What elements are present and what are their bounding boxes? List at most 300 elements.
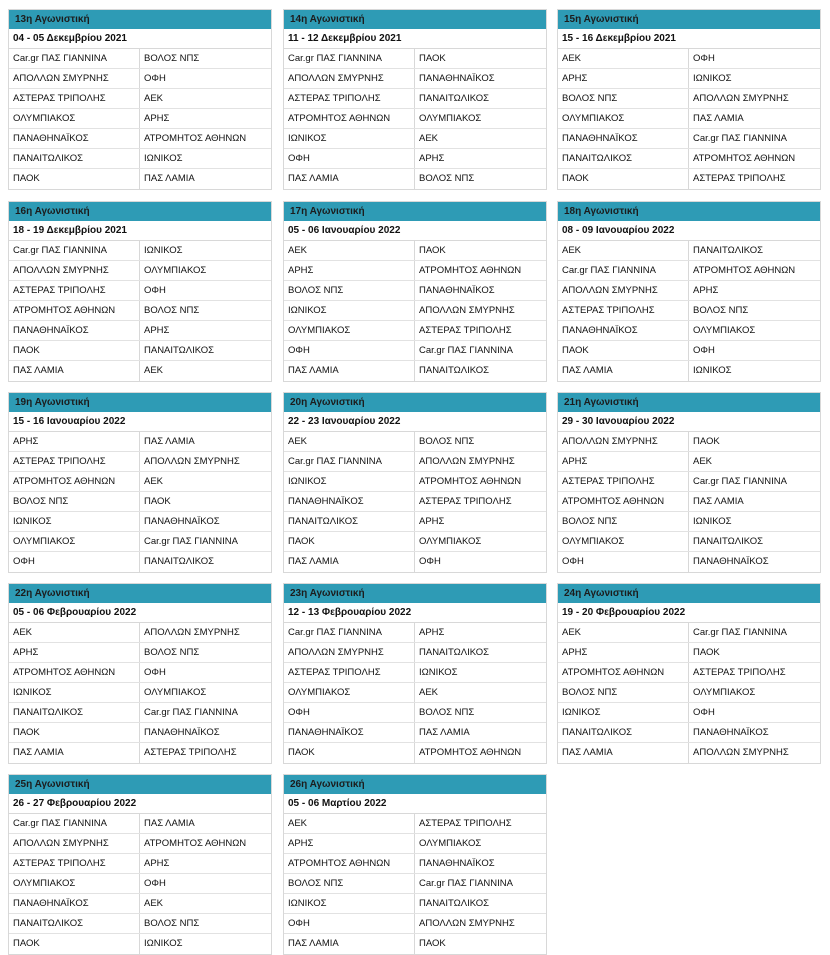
match-row — [284, 512, 546, 532]
match-row — [558, 49, 820, 69]
home-team: ΠΑΣ ΛΑΜΙΑ — [9, 743, 140, 763]
away-team: ΠΑΝΑΘΗΝΑΪΚΟΣ — [144, 727, 220, 738]
away-team: ΑΡΗΣ — [419, 516, 445, 527]
match-row — [9, 341, 271, 361]
home-team: ΑΡΗΣ — [9, 643, 140, 662]
match-row — [558, 341, 820, 361]
home-team: Car.gr ΠΑΣ ΓΙΑΝΝΙΝΑ — [284, 623, 415, 642]
away-team: ΑΕΚ — [144, 365, 164, 376]
match-row — [9, 149, 271, 169]
match-row — [558, 361, 820, 381]
away-team: ΠΑΝΑΙΤΩΛΙΚΟΣ — [419, 93, 490, 104]
away-team: ΠΑΝΑΘΗΝΑΪΚΟΣ — [419, 858, 495, 869]
home-team: ΑΣΤΕΡΑΣ ΤΡΙΠΟΛΗΣ — [9, 854, 140, 873]
away-team: ΠΑΝΑΘΗΝΑΪΚΟΣ — [419, 73, 495, 84]
round-table — [283, 583, 547, 764]
match-row — [284, 261, 546, 281]
away-team: ΑΠΟΛΛΩΝ ΣΜΥΡΝΗΣ — [419, 456, 515, 467]
away-team: ΠΑΝΑΘΗΝΑΪΚΟΣ — [693, 556, 769, 567]
away-team: ΑΣΤΕΡΑΣ ΤΡΙΠΟΛΗΣ — [144, 747, 237, 758]
away-team: ΟΛΥΜΠΙΑΚΟΣ — [419, 536, 482, 547]
home-team: ΑΡΗΣ — [558, 69, 689, 88]
away-team: ΠΑΣ ΛΑΜΙΑ — [144, 818, 195, 829]
match-row — [9, 432, 271, 452]
away-team: ΑΤΡΟΜΗΤΟΣ ΑΘΗΝΩΝ — [693, 265, 796, 276]
away-team: ΑΤΡΟΜΗΤΟΣ ΑΘΗΝΩΝ — [419, 476, 522, 487]
home-team: ΒΟΛΟΣ ΝΠΣ — [9, 492, 140, 511]
round-dates: 15 - 16 Δεκεμβρίου 2021 — [558, 29, 820, 49]
home-team: ΑΡΗΣ — [9, 432, 140, 451]
round-table — [8, 583, 272, 764]
match-row — [284, 874, 546, 894]
away-team: ΑΡΗΣ — [144, 858, 170, 869]
home-team: ΑΠΟΛΛΩΝ ΣΜΥΡΝΗΣ — [9, 69, 140, 88]
round-dates: 22 - 23 Ιανουαρίου 2022 — [284, 412, 546, 432]
round-title: 14η Αγωνιστική — [284, 10, 546, 29]
home-team: ΑΕΚ — [284, 432, 415, 451]
away-team: ΑΕΚ — [144, 898, 164, 909]
home-team: Car.gr ΠΑΣ ΓΙΑΝΝΙΝΑ — [9, 241, 140, 260]
match-row — [284, 743, 546, 763]
match-row — [284, 472, 546, 492]
round-title: 19η Αγωνιστική — [9, 393, 271, 412]
match-row — [9, 69, 271, 89]
away-team: Car.gr ΠΑΣ ΓΙΑΝΝΙΝΑ — [144, 707, 238, 718]
match-row — [558, 743, 820, 763]
away-team: ΒΟΛΟΣ ΝΠΣ — [144, 305, 200, 316]
away-team: ΑΠΟΛΛΩΝ ΣΜΥΡΝΗΣ — [144, 627, 240, 638]
match-row — [558, 301, 820, 321]
away-team: ΟΛΥΜΠΙΑΚΟΣ — [419, 113, 482, 124]
away-team: ΠΑΟΚ — [419, 938, 446, 949]
away-team: ΑΠΟΛΛΩΝ ΣΜΥΡΝΗΣ — [144, 456, 240, 467]
home-team: ΒΟΛΟΣ ΝΠΣ — [558, 683, 689, 702]
home-team: ΠΑΟΚ — [9, 341, 140, 360]
away-team: ΠΑΣ ΛΑΜΙΑ — [693, 113, 744, 124]
home-team: ΟΛΥΜΠΙΑΚΟΣ — [284, 683, 415, 702]
home-team: ΑΡΗΣ — [558, 452, 689, 471]
home-team: ΑΣΤΕΡΑΣ ΤΡΙΠΟΛΗΣ — [284, 663, 415, 682]
match-row — [284, 814, 546, 834]
home-team: ΒΟΛΟΣ ΝΠΣ — [558, 89, 689, 108]
round-dates: 18 - 19 Δεκεμβρίου 2021 — [9, 221, 271, 241]
home-team: ΠΑΟΚ — [558, 341, 689, 360]
away-team: ΙΩΝΙΚΟΣ — [693, 73, 732, 84]
away-team: ΠΑΝΑΘΗΝΑΪΚΟΣ — [144, 516, 220, 527]
away-team: ΑΡΗΣ — [693, 285, 719, 296]
match-row — [558, 472, 820, 492]
away-team: ΟΦΗ — [144, 285, 166, 296]
away-team: ΒΟΛΟΣ ΝΠΣ — [419, 436, 475, 447]
home-team: ΑΣΤΕΡΑΣ ΤΡΙΠΟΛΗΣ — [558, 301, 689, 320]
away-team: ΟΦΗ — [144, 667, 166, 678]
away-team: ΑΕΚ — [144, 93, 164, 104]
home-team: ΑΕΚ — [558, 49, 689, 68]
away-team: ΠΑΣ ΛΑΜΙΑ — [144, 173, 195, 184]
match-row — [558, 89, 820, 109]
away-team: ΟΦΗ — [693, 707, 715, 718]
away-team: ΒΟΛΟΣ ΝΠΣ — [693, 305, 749, 316]
home-team: ΠΑΟΚ — [9, 723, 140, 742]
away-team: ΟΛΥΜΠΙΑΚΟΣ — [144, 265, 207, 276]
away-team: ΠΑΝΑΘΗΝΑΪΚΟΣ — [693, 727, 769, 738]
match-row — [284, 89, 546, 109]
match-row — [284, 683, 546, 703]
match-row — [284, 169, 546, 189]
round-dates: 15 - 16 Ιανουαρίου 2022 — [9, 412, 271, 432]
match-row — [284, 492, 546, 512]
home-team: ΠΑΟΚ — [9, 169, 140, 189]
round-dates: 26 - 27 Φεβρουαρίου 2022 — [9, 794, 271, 814]
match-row — [284, 69, 546, 89]
home-team: ΑΤΡΟΜΗΤΟΣ ΑΘΗΝΩΝ — [558, 492, 689, 511]
away-team: ΑΤΡΟΜΗΤΟΣ ΑΘΗΝΩΝ — [419, 747, 522, 758]
home-team: ΠΑΝΑΘΗΝΑΪΚΟΣ — [558, 321, 689, 340]
home-team: ΙΩΝΙΚΟΣ — [284, 129, 415, 148]
match-row — [9, 854, 271, 874]
match-row — [558, 281, 820, 301]
match-row — [284, 703, 546, 723]
away-team: ΟΦΗ — [693, 345, 715, 356]
match-row — [9, 814, 271, 834]
match-row — [9, 301, 271, 321]
home-team: ΟΛΥΜΠΙΑΚΟΣ — [284, 321, 415, 340]
home-team: ΟΦΗ — [284, 914, 415, 933]
match-row — [9, 743, 271, 763]
home-team: ΠΑΟΚ — [284, 743, 415, 763]
away-team: ΒΟΛΟΣ ΝΠΣ — [144, 53, 200, 64]
home-team: ΠΑΟΚ — [284, 532, 415, 551]
away-team: ΟΛΥΜΠΙΑΚΟΣ — [693, 687, 756, 698]
away-team: ΑΣΤΕΡΑΣ ΤΡΙΠΟΛΗΣ — [419, 818, 512, 829]
match-row — [9, 281, 271, 301]
round-dates: 08 - 09 Ιανουαρίου 2022 — [558, 221, 820, 241]
round-title: 21η Αγωνιστική — [558, 393, 820, 412]
away-team: Car.gr ΠΑΣ ΓΙΑΝΝΙΝΑ — [419, 345, 513, 356]
match-row — [9, 49, 271, 69]
round-table — [283, 201, 547, 382]
match-row — [9, 934, 271, 954]
home-team: ΠΑΣ ΛΑΜΙΑ — [284, 934, 415, 954]
round-title: 17η Αγωνιστική — [284, 202, 546, 221]
match-row — [558, 109, 820, 129]
home-team: ΠΑΝΑΙΤΩΛΙΚΟΣ — [9, 149, 140, 168]
away-team: ΠΑΝΑΙΤΩΛΙΚΟΣ — [419, 365, 490, 376]
round-table — [8, 201, 272, 382]
round-title: 23η Αγωνιστική — [284, 584, 546, 603]
home-team: Car.gr ΠΑΣ ΓΙΑΝΝΙΝΑ — [9, 49, 140, 68]
match-row — [558, 683, 820, 703]
match-row — [9, 321, 271, 341]
round-table — [557, 392, 821, 573]
round-title: 24η Αγωνιστική — [558, 584, 820, 603]
home-team: ΠΑΝΑΙΤΩΛΙΚΟΣ — [558, 723, 689, 742]
away-team: Car.gr ΠΑΣ ΓΙΑΝΝΙΝΑ — [693, 476, 787, 487]
away-team: ΠΑΟΚ — [419, 53, 446, 64]
home-team: ΟΛΥΜΠΙΑΚΟΣ — [9, 874, 140, 893]
match-row — [284, 241, 546, 261]
match-row — [558, 552, 820, 572]
match-row — [558, 321, 820, 341]
home-team: ΑΠΟΛΛΩΝ ΣΜΥΡΝΗΣ — [9, 261, 140, 280]
match-row — [284, 914, 546, 934]
match-row — [558, 452, 820, 472]
home-team: ΟΛΥΜΠΙΑΚΟΣ — [558, 532, 689, 551]
home-team: ΟΦΗ — [558, 552, 689, 572]
away-team: ΑΣΤΕΡΑΣ ΤΡΙΠΟΛΗΣ — [419, 496, 512, 507]
away-team: ΟΛΥΜΠΙΑΚΟΣ — [144, 687, 207, 698]
home-team: ΠΑΝΑΘΗΝΑΪΚΟΣ — [284, 492, 415, 511]
home-team: ΠΑΣ ΛΑΜΙΑ — [284, 361, 415, 381]
match-row — [284, 149, 546, 169]
match-row — [558, 129, 820, 149]
home-team: ΑΠΟΛΛΩΝ ΣΜΥΡΝΗΣ — [9, 834, 140, 853]
home-team: ΑΡΗΣ — [284, 834, 415, 853]
round-title: 18η Αγωνιστική — [558, 202, 820, 221]
away-team: ΑΠΟΛΛΩΝ ΣΜΥΡΝΗΣ — [693, 747, 789, 758]
away-team: ΠΑΝΑΘΗΝΑΪΚΟΣ — [419, 285, 495, 296]
round-table — [283, 392, 547, 573]
round-title: 16η Αγωνιστική — [9, 202, 271, 221]
home-team: ΙΩΝΙΚΟΣ — [284, 894, 415, 913]
match-row — [284, 109, 546, 129]
away-team: ΙΩΝΙΚΟΣ — [144, 938, 183, 949]
home-team: ΑΣΤΕΡΑΣ ΤΡΙΠΟΛΗΣ — [284, 89, 415, 108]
away-team: ΠΑΝΑΙΤΩΛΙΚΟΣ — [693, 245, 764, 256]
match-row — [9, 894, 271, 914]
round-table — [8, 392, 272, 573]
home-team: ΠΑΝΑΘΗΝΑΪΚΟΣ — [9, 129, 140, 148]
match-row — [558, 69, 820, 89]
match-row — [9, 874, 271, 894]
match-row — [9, 241, 271, 261]
away-team: ΑΤΡΟΜΗΤΟΣ ΑΘΗΝΩΝ — [144, 133, 247, 144]
home-team: ΑΤΡΟΜΗΤΟΣ ΑΘΗΝΩΝ — [284, 854, 415, 873]
away-team: ΠΑΝΑΙΤΩΛΙΚΟΣ — [144, 345, 215, 356]
home-team: ΠΑΝΑΘΗΝΑΪΚΟΣ — [284, 723, 415, 742]
round-dates: 11 - 12 Δεκεμβρίου 2021 — [284, 29, 546, 49]
away-team: ΒΟΛΟΣ ΝΠΣ — [419, 173, 475, 184]
round-title: 20η Αγωνιστική — [284, 393, 546, 412]
home-team: ΟΛΥΜΠΙΑΚΟΣ — [9, 109, 140, 128]
home-team: ΠΑΝΑΙΤΩΛΙΚΟΣ — [558, 149, 689, 168]
away-team: ΠΑΣ ΛΑΜΙΑ — [693, 496, 744, 507]
away-team: ΟΦΗ — [144, 73, 166, 84]
match-row — [284, 301, 546, 321]
home-team: ΑΠΟΛΛΩΝ ΣΜΥΡΝΗΣ — [558, 432, 689, 451]
home-team: ΑΣΤΕΡΑΣ ΤΡΙΠΟΛΗΣ — [9, 89, 140, 108]
away-team: ΑΤΡΟΜΗΤΟΣ ΑΘΗΝΩΝ — [419, 265, 522, 276]
match-row — [9, 452, 271, 472]
away-team: ΒΟΛΟΣ ΝΠΣ — [419, 707, 475, 718]
home-team: ΟΦΗ — [9, 552, 140, 572]
away-team: ΑΡΗΣ — [419, 153, 445, 164]
home-team: ΠΑΣ ΛΑΜΙΑ — [284, 552, 415, 572]
match-row — [284, 432, 546, 452]
away-team: ΟΦΗ — [419, 556, 441, 567]
home-team: ΑΤΡΟΜΗΤΟΣ ΑΘΗΝΩΝ — [9, 472, 140, 491]
home-team: Car.gr ΠΑΣ ΓΙΑΝΝΙΝΑ — [284, 452, 415, 471]
round-title: 15η Αγωνιστική — [558, 10, 820, 29]
match-row — [9, 169, 271, 189]
away-team: Car.gr ΠΑΣ ΓΙΑΝΝΙΝΑ — [419, 878, 513, 889]
match-row — [284, 321, 546, 341]
away-team: ΒΟΛΟΣ ΝΠΣ — [144, 918, 200, 929]
home-team: ΙΩΝΙΚΟΣ — [284, 301, 415, 320]
match-row — [9, 472, 271, 492]
away-team: ΟΦΗ — [693, 53, 715, 64]
match-row — [9, 512, 271, 532]
home-team: ΑΕΚ — [284, 241, 415, 260]
match-row — [284, 723, 546, 743]
home-team: ΠΑΝΑΘΗΝΑΪΚΟΣ — [9, 321, 140, 340]
match-row — [9, 532, 271, 552]
home-team: ΠΑΝΑΙΤΩΛΙΚΟΣ — [9, 703, 140, 722]
match-row — [558, 532, 820, 552]
home-team: ΠΑΣ ΛΑΜΙΑ — [558, 361, 689, 381]
match-row — [558, 663, 820, 683]
away-team: ΟΛΥΜΠΙΑΚΟΣ — [693, 325, 756, 336]
away-team: ΠΑΟΚ — [144, 496, 171, 507]
away-team: ΠΑΝΑΙΤΩΛΙΚΟΣ — [144, 556, 215, 567]
match-row — [9, 361, 271, 381]
away-team: ΠΑΟΚ — [419, 245, 446, 256]
home-team: ΑΕΚ — [9, 623, 140, 642]
home-team: ΒΟΛΟΣ ΝΠΣ — [284, 874, 415, 893]
round-title: 22η Αγωνιστική — [9, 584, 271, 603]
round-dates: 29 - 30 Ιανουαρίου 2022 — [558, 412, 820, 432]
home-team: ΠΑΝΑΙΤΩΛΙΚΟΣ — [284, 512, 415, 531]
home-team: ΑΕΚ — [558, 623, 689, 642]
match-row — [9, 261, 271, 281]
match-row — [558, 169, 820, 189]
round-title: 26η Αγωνιστική — [284, 775, 546, 794]
match-row — [9, 703, 271, 723]
home-team: ΑΡΗΣ — [558, 643, 689, 662]
away-team: ΑΡΗΣ — [144, 325, 170, 336]
home-team: ΙΩΝΙΚΟΣ — [9, 683, 140, 702]
home-team: ΑΠΟΛΛΩΝ ΣΜΥΡΝΗΣ — [558, 281, 689, 300]
home-team: ΑΕΚ — [558, 241, 689, 260]
home-team: ΑΤΡΟΜΗΤΟΣ ΑΘΗΝΩΝ — [9, 663, 140, 682]
home-team: ΠΑΝΑΘΗΝΑΪΚΟΣ — [9, 894, 140, 913]
home-team: ΑΠΟΛΛΩΝ ΣΜΥΡΝΗΣ — [284, 643, 415, 662]
away-team: ΟΛΥΜΠΙΑΚΟΣ — [419, 838, 482, 849]
home-team: ΠΑΣ ΛΑΜΙΑ — [558, 743, 689, 763]
match-row — [558, 261, 820, 281]
home-team: ΑΤΡΟΜΗΤΟΣ ΑΘΗΝΩΝ — [9, 301, 140, 320]
away-team: ΑΤΡΟΜΗΤΟΣ ΑΘΗΝΩΝ — [693, 153, 796, 164]
match-row — [558, 703, 820, 723]
home-team: ΠΑΣ ΛΑΜΙΑ — [284, 169, 415, 189]
away-team: ΙΩΝΙΚΟΣ — [144, 153, 183, 164]
match-row — [284, 341, 546, 361]
away-team: ΑΣΤΕΡΑΣ ΤΡΙΠΟΛΗΣ — [419, 325, 512, 336]
round-table — [283, 9, 547, 190]
match-row — [284, 532, 546, 552]
away-team: ΑΡΗΣ — [419, 627, 445, 638]
away-team: ΑΡΗΣ — [144, 113, 170, 124]
match-row — [284, 934, 546, 954]
match-row — [284, 854, 546, 874]
home-team: ΙΩΝΙΚΟΣ — [558, 703, 689, 722]
match-row — [558, 623, 820, 643]
match-row — [284, 361, 546, 381]
home-team: ΠΑΝΑΘΗΝΑΪΚΟΣ — [558, 129, 689, 148]
match-row — [9, 89, 271, 109]
home-team: ΑΤΡΟΜΗΤΟΣ ΑΘΗΝΩΝ — [284, 109, 415, 128]
away-team: ΑΣΤΕΡΑΣ ΤΡΙΠΟΛΗΣ — [693, 173, 786, 184]
match-row — [284, 663, 546, 683]
match-row — [9, 623, 271, 643]
round-table — [557, 583, 821, 764]
match-row — [9, 914, 271, 934]
round-dates: 05 - 06 Μαρτίου 2022 — [284, 794, 546, 814]
round-dates: 04 - 05 Δεκεμβρίου 2021 — [9, 29, 271, 49]
match-row — [9, 663, 271, 683]
away-team: ΑΣΤΕΡΑΣ ΤΡΙΠΟΛΗΣ — [693, 667, 786, 678]
away-team: ΠΑΣ ΛΑΜΙΑ — [419, 727, 470, 738]
home-team: ΠΑΝΑΙΤΩΛΙΚΟΣ — [9, 914, 140, 933]
away-team: ΑΤΡΟΜΗΤΟΣ ΑΘΗΝΩΝ — [144, 838, 247, 849]
home-team: ΑΣΤΕΡΑΣ ΤΡΙΠΟΛΗΣ — [558, 472, 689, 491]
away-team: Car.gr ΠΑΣ ΓΙΑΝΝΙΝΑ — [693, 627, 787, 638]
match-row — [9, 834, 271, 854]
round-dates: 12 - 13 Φεβρουαρίου 2022 — [284, 603, 546, 623]
away-team: ΙΩΝΙΚΟΣ — [693, 365, 732, 376]
match-row — [9, 643, 271, 663]
home-team: ΒΟΛΟΣ ΝΠΣ — [558, 512, 689, 531]
away-team: ΠΑΝΑΙΤΩΛΙΚΟΣ — [693, 536, 764, 547]
match-row — [558, 512, 820, 532]
away-team: ΑΕΚ — [419, 133, 439, 144]
home-team: ΙΩΝΙΚΟΣ — [9, 512, 140, 531]
away-team: ΠΑΟΚ — [693, 436, 720, 447]
home-team: ΑΣΤΕΡΑΣ ΤΡΙΠΟΛΗΣ — [9, 452, 140, 471]
home-team: ΟΦΗ — [284, 341, 415, 360]
home-team: ΑΤΡΟΜΗΤΟΣ ΑΘΗΝΩΝ — [558, 663, 689, 682]
home-team: ΟΦΗ — [284, 703, 415, 722]
away-team: ΒΟΛΟΣ ΝΠΣ — [144, 647, 200, 658]
match-row — [284, 452, 546, 472]
match-row — [284, 894, 546, 914]
match-row — [558, 492, 820, 512]
match-row — [558, 723, 820, 743]
away-team: ΑΠΟΛΛΩΝ ΣΜΥΡΝΗΣ — [419, 305, 515, 316]
match-row — [558, 149, 820, 169]
home-team: ΟΦΗ — [284, 149, 415, 168]
match-row — [284, 552, 546, 572]
away-team: ΑΕΚ — [693, 456, 713, 467]
home-team: ΠΑΣ ΛΑΜΙΑ — [9, 361, 140, 381]
match-row — [284, 49, 546, 69]
away-team: ΠΑΟΚ — [693, 647, 720, 658]
away-team: Car.gr ΠΑΣ ΓΙΑΝΝΙΝΑ — [144, 536, 238, 547]
round-table — [557, 9, 821, 190]
match-row — [9, 492, 271, 512]
home-team: ΑΣΤΕΡΑΣ ΤΡΙΠΟΛΗΣ — [9, 281, 140, 300]
away-team: ΙΩΝΙΚΟΣ — [144, 245, 183, 256]
match-row — [284, 623, 546, 643]
away-team: ΠΑΝΑΙΤΩΛΙΚΟΣ — [419, 647, 490, 658]
round-table — [283, 774, 547, 955]
home-team: ΒΟΛΟΣ ΝΠΣ — [284, 281, 415, 300]
round-dates: 19 - 20 Φεβρουαρίου 2022 — [558, 603, 820, 623]
round-title: 25η Αγωνιστική — [9, 775, 271, 794]
round-table — [557, 201, 821, 382]
home-team: ΠΑΟΚ — [558, 169, 689, 189]
away-team: ΠΑΣ ΛΑΜΙΑ — [144, 436, 195, 447]
